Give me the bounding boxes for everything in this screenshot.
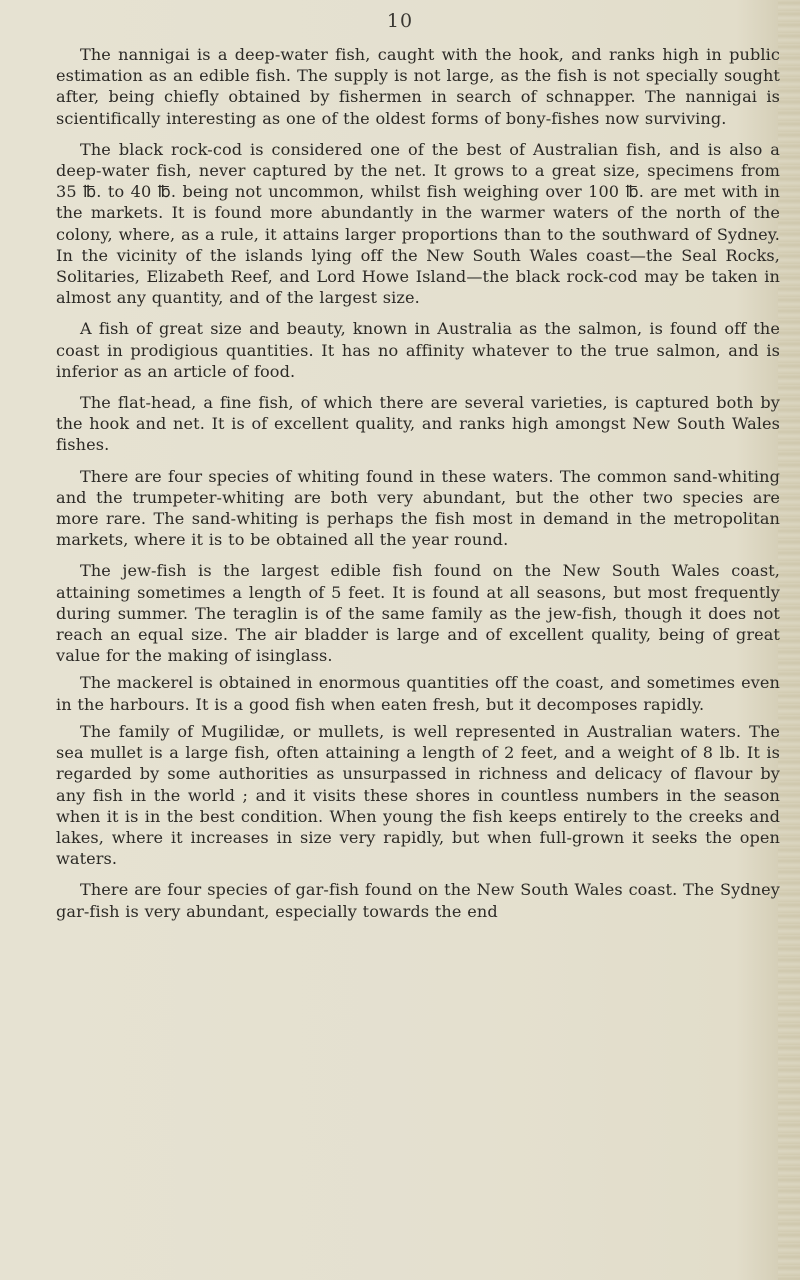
paragraph-mackerel: The mackerel is obtained in enormous quantities off the coast, and sometimes even in the harbours. It is a good fish when eaten fresh, but it decomposes rapidly. bbox=[56, 673, 780, 714]
body-text bbox=[56, 44, 780, 932]
paragraph-salmon: A fish of great size and beauty, known in Australia as the salmon, is found off the coast in prodigious quantities. It has no affinity whatever to the true salmon, and is inferior as an article of food. bbox=[56, 319, 780, 381]
paragraph-jew-fish: The jew-fish is the largest edible fish found on the New South Wales coast, attaining sometimes a length of 5 feet. It is found at all seasons, but most frequently during summer. The teraglin is of the same family as the jew-fish, though it does not reach an equal size. The air bladder is large and of excellent quality, being of great value for the making of isinglass. bbox=[56, 561, 780, 666]
paragraph-nannigai: The nannigai is a deep-water fish, caught with the hook, and ranks high in public estimation as an edible fish. The supply is not large, as the fish is not specially sought after, being chiefly obtained by fishermen in search of schnapper. The nannigai is scientifically interesting as one of the oldest forms of bony-fishes now surviving. bbox=[56, 45, 780, 128]
paragraph-gar-fish: There are four species of gar-fish found on the New South Wales coast. The Sydney gar-fish is very abundant, especially towards the end bbox=[56, 880, 780, 921]
paragraph-flat-head: The flat-head, a fine fish, of which there are several varieties, is captured both by the hook and net. It is of excellent quality, and ranks high amongst New South Wales fishes. bbox=[56, 393, 780, 455]
page-number: 10 bbox=[386, 10, 414, 32]
paragraph-whiting: There are four species of whiting found in these waters. The common sand-whiting and the trumpeter-whiting are both very abundant, but the other two species are more rare. The sand-whiting is perhaps the fish most in demand in the metropolitan markets, where it is to be obtained all the year round. bbox=[56, 466, 780, 550]
paragraph-mullets: The family of Mugilidæ, or mullets, is well represented in Australian waters. The sea mullet is a large fish, often attaining a length of 2 feet, and a weight of 8 lb. It is regarded by some authorities as unsurpassed in richness and delicacy of flavour by any fish in the world ; and it visits these shores in countless numbers in the season when it is in the best condition. When young the fish keeps entirely to the creeks and lakes, where it increases in size very rapidly, but when full-grown it seeks the open waters. bbox=[56, 721, 780, 869]
page-edge bbox=[778, 0, 800, 1280]
paragraph-black-rock-cod: The black rock-cod is considered one of the best of Australian fish, and is also a deep-water fish, never captured by the net. It grows to a great size, specimens from 35 ℔. to 40 ℔. being not uncommon, whilst fish weighing over 100 ℔. are met with in the markets. It is found more abundantly in the warmer waters of the north of the colony, where, as a rule, it attains larger proportions than to the southward of Sydney. In the vicinity of the islands lying off the New South Wales coast—the Seal Rocks, Solitaries, Elizabeth Reef, and Lord Howe Island—the black rock-cod may be taken in almost any quantity, and of the largest size. bbox=[56, 139, 780, 308]
